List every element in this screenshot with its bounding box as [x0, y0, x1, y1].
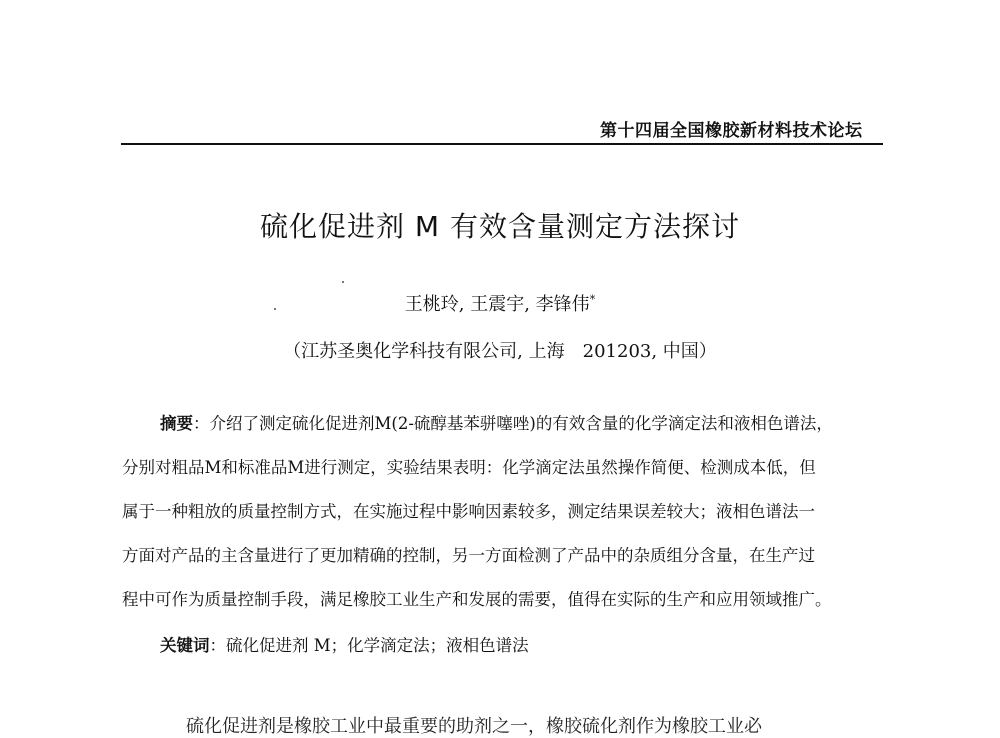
- body-text-first-line: 硫化促进剂是橡胶工业中最重要的助剂之一，橡胶硫化剂作为橡胶工业必: [150, 716, 762, 737]
- scan-speck: [274, 308, 276, 310]
- abstract-line-1: [160, 410, 884, 434]
- abstract-text-1: ：介绍了测定硫化促进剂M(2-硫醇基苯骈噻唑)的有效含量的化学滴定法和液相色谱法，: [193, 414, 833, 433]
- abstract-line-3: 属于一种粗放的质量控制方式，在实施过程中影响因素较多，测定结果误差较大；液相色谱法一: [122, 502, 815, 521]
- keywords-line: [160, 632, 884, 656]
- scan-speck: [342, 281, 344, 283]
- corresponding-author-mark: *: [589, 293, 596, 306]
- author-list: [0, 290, 1000, 316]
- header-rule: [121, 143, 883, 145]
- author-names: 王桃玲, 王震宇, 李锋伟: [404, 294, 590, 315]
- abstract-label: 摘要: [160, 414, 193, 433]
- running-header: 第十四届全国橡胶新材料技术论坛: [600, 121, 863, 141]
- affiliation: （江苏圣奥化学科技有限公司, 上海 201203, 中国）: [283, 341, 717, 362]
- keywords-label: 关键词: [160, 636, 210, 655]
- abstract-line-5: 程中可作为质量控制手段，满足橡胶工业生产和发展的需要，值得在实际的生产和应用领域推广。: [122, 590, 832, 609]
- abstract-line-4: 方面对产品的主含量进行了更加精确的控制，另一方面检测了产品中的杂质组分含量，在生产过: [122, 546, 815, 565]
- abstract-line-2: 分别对粗品M和标准品M进行测定，实验结果表明：化学滴定法虽然操作简便、检测成本低，但: [122, 458, 816, 477]
- paper-title: 硫化促进剂 M 有效含量测定方法探讨: [260, 210, 740, 243]
- keywords-text: ：硫化促进剂 M；化学滴定法；液相色谱法: [209, 636, 529, 655]
